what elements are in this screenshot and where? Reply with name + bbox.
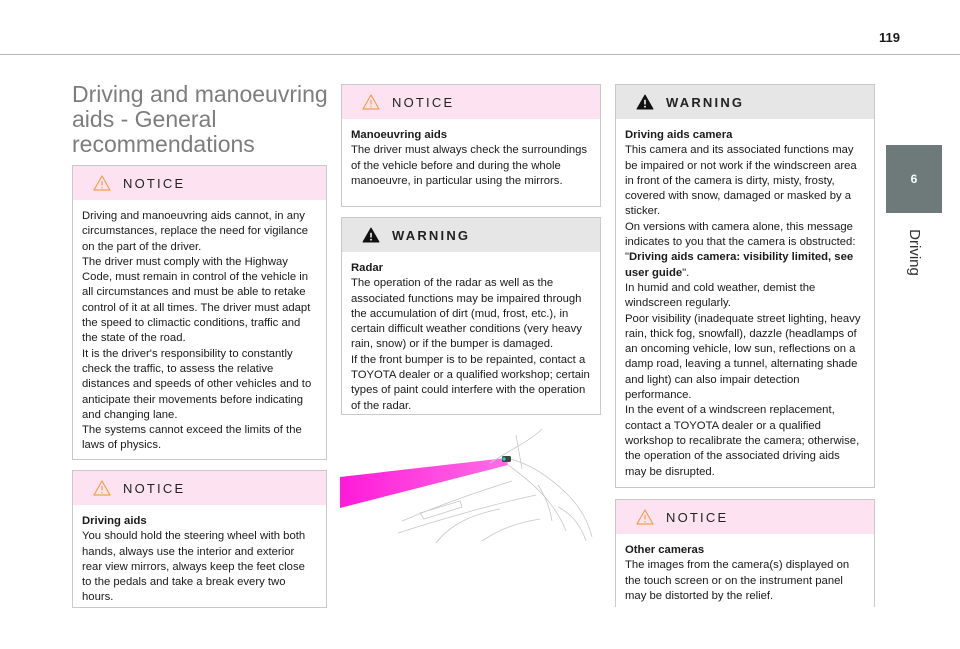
notice-box-other-cameras (615, 499, 875, 607)
header-rule (0, 54, 960, 55)
chapter-number: 6 (910, 172, 918, 186)
notice-heading: NOTICE (123, 175, 186, 191)
notice-text: The driver must comply with the Highway Code, must remain in control of the vehicle in all circumstances and must be able to retake control of it at all times. The driver must adapt the speed to climactic conditions, traffic and the state of the road. (82, 255, 311, 345)
warning-subtitle: Radar (351, 262, 384, 274)
notice-header (342, 85, 600, 119)
warning-triangle-outline-icon (93, 175, 111, 191)
notice-text: The driver must always check the surroundings of the vehicle before and during the whole manoeuvre, in particular using the mirrors. (351, 144, 588, 187)
notice-body (73, 200, 326, 462)
notice-header (616, 500, 874, 534)
notice-header (73, 471, 326, 505)
warning-triangle-outline-icon (636, 509, 654, 525)
chapter-label-text: Driving (905, 228, 923, 276)
warning-heading: WARNING (392, 227, 471, 243)
notice-heading: NOTICE (666, 509, 729, 525)
camera-obstructed-message: Driving aids camera: visibility limited, see user guide (625, 251, 854, 279)
camera-icon (502, 456, 511, 462)
car-outline (398, 429, 592, 543)
notice-heading: NOTICE (392, 94, 455, 110)
windscreen-camera-illustration (340, 425, 602, 545)
warning-body (616, 119, 874, 488)
chapter-label (888, 222, 940, 282)
warning-triangle-outline-icon (362, 94, 380, 110)
notice-text: Driving and manoeuvring aids cannot, in any circumstances, replace the need for vigilance on the part of the driver. (82, 210, 309, 253)
notice-text: The images from the camera(s) displayed on the touch screen or on the instrument panel may be distorted by the relief. (625, 559, 850, 602)
notice-body (342, 119, 600, 197)
notice-body (73, 505, 326, 614)
warning-heading: WARNING (666, 94, 745, 110)
notice-header (73, 166, 326, 200)
warning-triangle-outline-icon (93, 480, 111, 496)
notice-subtitle: Other cameras (625, 544, 705, 556)
message-lead: On versions with camera alone, this message indicates to you that the camera is obstructed: " (625, 220, 856, 264)
notice-box-driving-aids (72, 470, 327, 608)
notice-heading: NOTICE (123, 480, 186, 496)
page-number: 119 (879, 30, 900, 45)
warning-text: If the front bumper is to be repainted, contact a TOYOTA dealer or a qualified workshop; certain types of paint could interfere with the operation of the radar. (351, 353, 590, 412)
warning-triangle-filled-icon (362, 227, 380, 243)
notice-subtitle: Driving aids (82, 515, 147, 527)
notice-box-manoeuvring-aids (341, 84, 601, 207)
chapter-tab[interactable] (886, 145, 942, 213)
warning-text-message (625, 220, 864, 281)
warning-box-radar (341, 217, 601, 415)
message-tail: ". (682, 266, 690, 279)
warning-text: The operation of the radar as well as the associated functions may be impaired through the accumulation of dirt (mud, frost, etc.), in certain difficult weather conditions (very heavy rain, snow) or if the bumper is damaged. (351, 277, 582, 351)
warning-box-driving-aids-camera (615, 84, 875, 488)
notice-text: You should hold the steering wheel with both hands, always use the interior and exterior rear view mirrors, always keep the feet close to the pedals and take a break every two hours. (82, 530, 306, 604)
notice-text: The systems cannot exceed the limits of the laws of physics. (82, 424, 302, 452)
page-title: Driving and manoeuvring aids - General recommendations (72, 81, 328, 157)
notice-text: It is the driver's responsibility to constantly check the traffic, to assess the relative distances and speeds of other vehicles and to anticipate their movements before indicating and changing lane. (82, 347, 312, 421)
warning-body (342, 252, 600, 422)
warning-text: In the event of a windscreen replacement, contact a TOYOTA dealer or a qualified workshop to recalibrate the camera; otherwise, the operation of the associated driving aids may be disrupted. (625, 404, 860, 478)
warning-text: In humid and cold weather, demist the windscreen regularly. (625, 281, 816, 310)
warning-header (616, 85, 874, 119)
notice-body (616, 534, 874, 612)
warning-header (342, 218, 600, 252)
notice-box-general (72, 165, 327, 460)
warning-text: Poor visibility (inadequate street lighting, heavy rain, thick fog, snowfall), dazzle (headlamps of an oncoming vehicle, low sun, reflections on a damp road, leaving a tunnel, alternating shade and light) can also impair detection performance. (625, 312, 861, 402)
notice-subtitle: Manoeuvring aids (351, 129, 448, 141)
camera-view-beam (340, 458, 508, 508)
warning-subtitle: Driving aids camera (625, 129, 733, 141)
warning-triangle-filled-icon (636, 94, 654, 110)
warning-text: This camera and its associated functions may be impaired or not work if the windscreen area in front of the camera is dirty, misty, frosty, covered with snow, damaged or masked by a sticker. (625, 144, 857, 218)
